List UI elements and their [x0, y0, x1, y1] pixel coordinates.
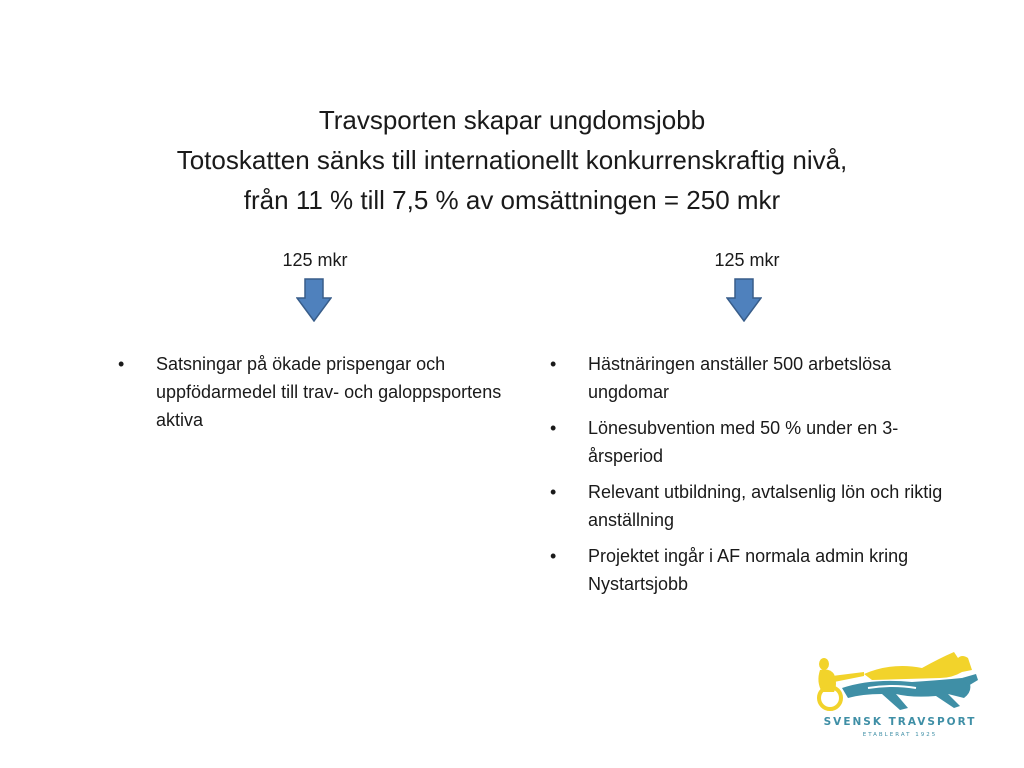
logo-name: SVENSK TRAVSPORT: [823, 716, 977, 728]
bullet-text: Satsningar på ökade prispengar och uppfödarmedel till trav- och galoppsportens aktiva: [156, 354, 502, 430]
bullet-marker: •: [118, 354, 125, 374]
title-line-3: från 11 % till 7,5 % av omsättningen = 250 mkr: [243, 185, 781, 215]
list-item: [550, 350, 950, 406]
bullet-text: Lönesubvention med 50 % under en 3-årsperiod: [588, 418, 899, 466]
slide-title: [60, 100, 964, 220]
bullet-marker: •: [550, 354, 557, 374]
right-bullet-list: [550, 350, 950, 606]
logo-tagline: ETABLERAT 1925: [862, 732, 938, 738]
right-amount: 125 mkr: [714, 250, 780, 270]
title-line-2: Totoskatten sänks till internationellt konkurrenskraftig nivå,: [176, 145, 848, 175]
title-line-1: Travsporten skapar ungdomsjobb: [318, 105, 706, 135]
down-arrow-icon: [726, 278, 762, 322]
trotting-horse-icon: [812, 648, 988, 714]
bullet-marker: •: [550, 546, 557, 566]
left-bullet-list: [118, 350, 518, 442]
list-item: [550, 542, 950, 598]
bullet-marker: •: [550, 482, 557, 502]
svensk-travsport-logo: [812, 648, 988, 748]
list-item: [118, 350, 518, 434]
down-arrow-icon: [296, 278, 332, 322]
list-item: [550, 414, 950, 470]
bullet-text: Relevant utbildning, avtalsenlig lön och riktig anställning: [588, 482, 943, 530]
left-amount: 125 mkr: [282, 250, 348, 270]
bullet-text: Hästnäringen anställer 500 arbetslösa ungdomar: [588, 354, 892, 402]
bullet-text: Projektet ingår i AF normala admin kring Nystartsjobb: [588, 546, 909, 594]
list-item: [550, 478, 950, 534]
bullet-marker: •: [550, 418, 557, 438]
